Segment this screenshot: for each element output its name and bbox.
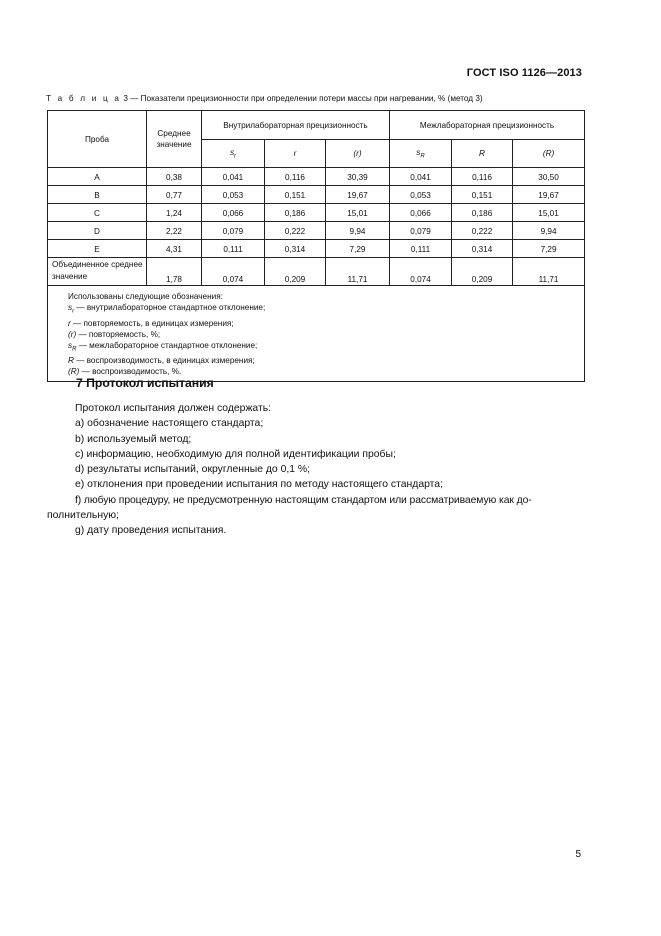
cell-r-pct: 30,39 (326, 168, 390, 186)
cell-sr: 0,053 (202, 186, 265, 204)
note-R-pct: (R) — воспроизводимость, %. (68, 367, 182, 377)
column-header-sample: Проба (48, 111, 147, 168)
note-r-pct: (r) — повторяемость, %; (68, 329, 161, 339)
table-row (48, 204, 585, 222)
cell-R-pct: 7,29 (513, 240, 585, 258)
cell-sample: D (48, 222, 147, 240)
cell-sR: 0,053 (390, 186, 452, 204)
cell-r-pct: 7,29 (326, 240, 390, 258)
cell-r-pct: 19,67 (326, 186, 390, 204)
cell-R: 0,209 (452, 258, 513, 286)
column-header-intra: Внутрилабораторная прецизионность (202, 111, 390, 140)
cell-R: 0,186 (452, 204, 513, 222)
table-caption-text: 3 — Показатели прецизионности при определении потери массы при нагревании, % (метод 3) (121, 94, 483, 103)
cell-R: 0,222 (452, 222, 513, 240)
cell-sr: 0,079 (202, 222, 265, 240)
note-r: r — повторяемость, в единицах измерения; (68, 318, 234, 328)
note-R: R — воспроизводимость, в единицах измерения; (68, 356, 255, 366)
table-header-row (48, 111, 585, 140)
cell-sR: 0,041 (390, 168, 452, 186)
table-row (48, 240, 585, 258)
cell-R-pct: 15,01 (513, 204, 585, 222)
cell-r: 0,116 (265, 168, 326, 186)
cell-R-pct: 11,71 (513, 258, 585, 286)
protocol-item-b: b) используемый метод; (75, 433, 192, 445)
column-header-inter: Межлабораторная прецизионность (390, 111, 585, 140)
cell-mean: 0,38 (147, 168, 202, 186)
note-sr: $s_r$ — внутрилабораторное стандартное отклонение; (68, 303, 266, 315)
cell-sample: A (48, 168, 147, 186)
table-row (48, 168, 585, 186)
precision-table (47, 110, 585, 382)
table-notes-row (48, 286, 585, 382)
cell-R: 0,314 (452, 240, 513, 258)
cell-mean: 1,24 (147, 204, 202, 222)
cell-r: 0,314 (265, 240, 326, 258)
page-number: 5 (575, 849, 581, 860)
cell-r: 0,209 (265, 258, 326, 286)
table-notes (48, 286, 585, 382)
cell-r: 0,186 (265, 204, 326, 222)
cell-mean: 2,22 (147, 222, 202, 240)
column-header-mean: Среднее значение (147, 111, 202, 168)
note-sR: $s_R$ — межлабораторное стандартное отклонение; (68, 340, 258, 353)
table-caption-prefix: Т а б л и ц а (46, 94, 122, 103)
table-caption (46, 94, 483, 103)
cell-R: 0,116 (452, 168, 513, 186)
cell-sample: C (48, 204, 147, 222)
cell-r-pct: 11,71 (326, 258, 390, 286)
cell-sR: 0,066 (390, 204, 452, 222)
document-code: ГОСТ ISO 1126—2013 (466, 67, 582, 79)
protocol-intro: Протокол испытания должен содержать: (75, 403, 272, 414)
cell-sR: 0,074 (390, 258, 452, 286)
cell-r-pct: 9,94 (326, 222, 390, 240)
column-header-sr: $s_r$ (202, 140, 265, 168)
protocol-item-a: a) обозначение настоящего стандарта; (75, 418, 264, 430)
column-header-R-pct: (R) (513, 140, 585, 168)
cell-sr: 0,041 (202, 168, 265, 186)
cell-R: 0,151 (452, 186, 513, 204)
cell-R-pct: 30,50 (513, 168, 585, 186)
cell-R-pct: 19,67 (513, 186, 585, 204)
protocol-list (47, 401, 584, 539)
cell-combined-label: Объединенное среднее значение (48, 258, 147, 286)
table-row (48, 186, 585, 204)
column-header-r-pct: (r) (326, 140, 390, 168)
cell-mean: 4,31 (147, 240, 202, 258)
table-row-combined (48, 258, 585, 286)
table-row (48, 222, 585, 240)
protocol-item-c: c) информацию, необходимую для полной идентификации пробы; (75, 448, 396, 460)
cell-sR: 0,079 (390, 222, 452, 240)
protocol-item-f-continued: полнительную; (47, 510, 119, 522)
cell-sr: 0,066 (202, 204, 265, 222)
column-header-r: r (265, 140, 326, 168)
cell-sr: 0,074 (202, 258, 265, 286)
cell-r-pct: 15,01 (326, 204, 390, 222)
protocol-item-f: f) любую процедуру, не предусмотренную настоящим стандартом или рассматриваемую как до- (75, 494, 532, 506)
cell-R-pct: 9,94 (513, 222, 585, 240)
note-intro: Использованы следующие обозначения: (68, 292, 223, 301)
protocol-item-e: e) отклонения при проведении испытания по методу настоящего стандарта; (75, 479, 443, 491)
cell-r: 0,151 (265, 186, 326, 204)
protocol-item-g: g) дату проведения испытания. (75, 525, 227, 537)
cell-sR: 0,111 (390, 240, 452, 258)
protocol-item-d: d) результаты испытаний, округленные до 0,1 %; (75, 464, 311, 476)
column-header-sR: $s_R$ (390, 140, 452, 168)
cell-mean: 1,78 (147, 258, 202, 286)
cell-sample: B (48, 186, 147, 204)
cell-r: 0,222 (265, 222, 326, 240)
cell-mean: 0,77 (147, 186, 202, 204)
cell-sample: E (48, 240, 147, 258)
section-heading: 7 Протокол испытания (76, 376, 214, 390)
column-header-R: R (452, 140, 513, 168)
cell-sr: 0,111 (202, 240, 265, 258)
